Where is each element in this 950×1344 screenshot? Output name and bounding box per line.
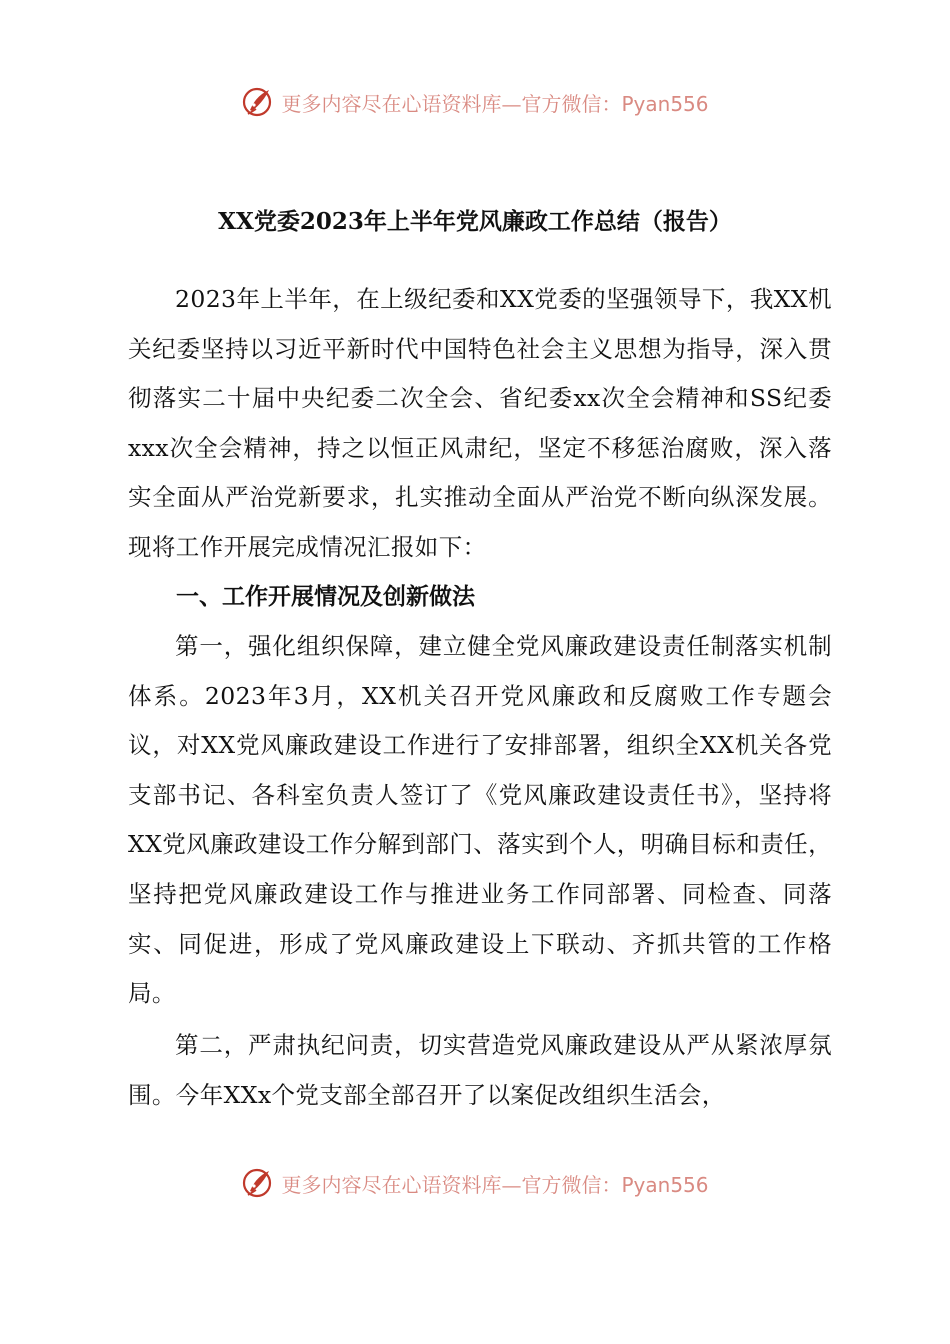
footer-watermark-text: 更多内容尽在心语资料库—官方微信：Pyan556 <box>281 1172 709 1197</box>
document-title: XX党委2023年上半年党风廉政工作总结（报告） <box>218 208 732 235</box>
pen-logo-icon <box>241 1165 277 1201</box>
pen-logo-icon <box>241 84 277 120</box>
body-paragraph-2: 第二，严肃执纪问责，切实营造党风廉政建设从严从紧浓厚氛围。今年XXx个党支部全部召开了以案促改组织生活会， <box>128 1031 832 1109</box>
footer-watermark <box>0 1163 950 1203</box>
header-watermark-id: Pyan556 <box>621 91 709 116</box>
header-watermark-text: 更多内容尽在心语资料库—官方微信：Pyan556 <box>281 91 709 116</box>
body-paragraph-1: 第一，强化组织保障，建立健全党风廉政建设责任制落实机制体系。2023年3月，XX机关召开党风廉政和反腐败工作专题会议，对XX党风廉政建设工作进行了安排部署，组织全XX机关各党支部书记、各科室负责人签订了《党风廉政建设责任书》，坚持将XX党风廉政建设工作分解到部门、落实到个人，明确目标和责任，坚持把党风廉政建设工作与推进业务工作同部署、同检查、同落实、同促进，形成了党风廉政建设上下联动、齐抓共管的工作格局。 <box>128 632 832 1008</box>
footer-watermark-id: Pyan556 <box>621 1172 709 1197</box>
intro-paragraph: 2023年上半年，在上级纪委和XX党委的坚强领导下，我XX机关纪委坚持以习近平新时代中国特色社会主义思想为指导，深入贯彻落实二十届中央纪委二次全会、省纪委xx次全会精神和SS纪委xxx次全会精神，持之以恒正风肃纪，坚定不移惩治腐败，深入落实全面从严治党新要求，扎实推动全面从严治党不断向纵深发展。现将工作开展完成情况汇报如下： <box>128 285 832 561</box>
header-watermark <box>0 82 950 122</box>
section-heading: 一、工作开展情况及创新做法 <box>176 584 475 610</box>
